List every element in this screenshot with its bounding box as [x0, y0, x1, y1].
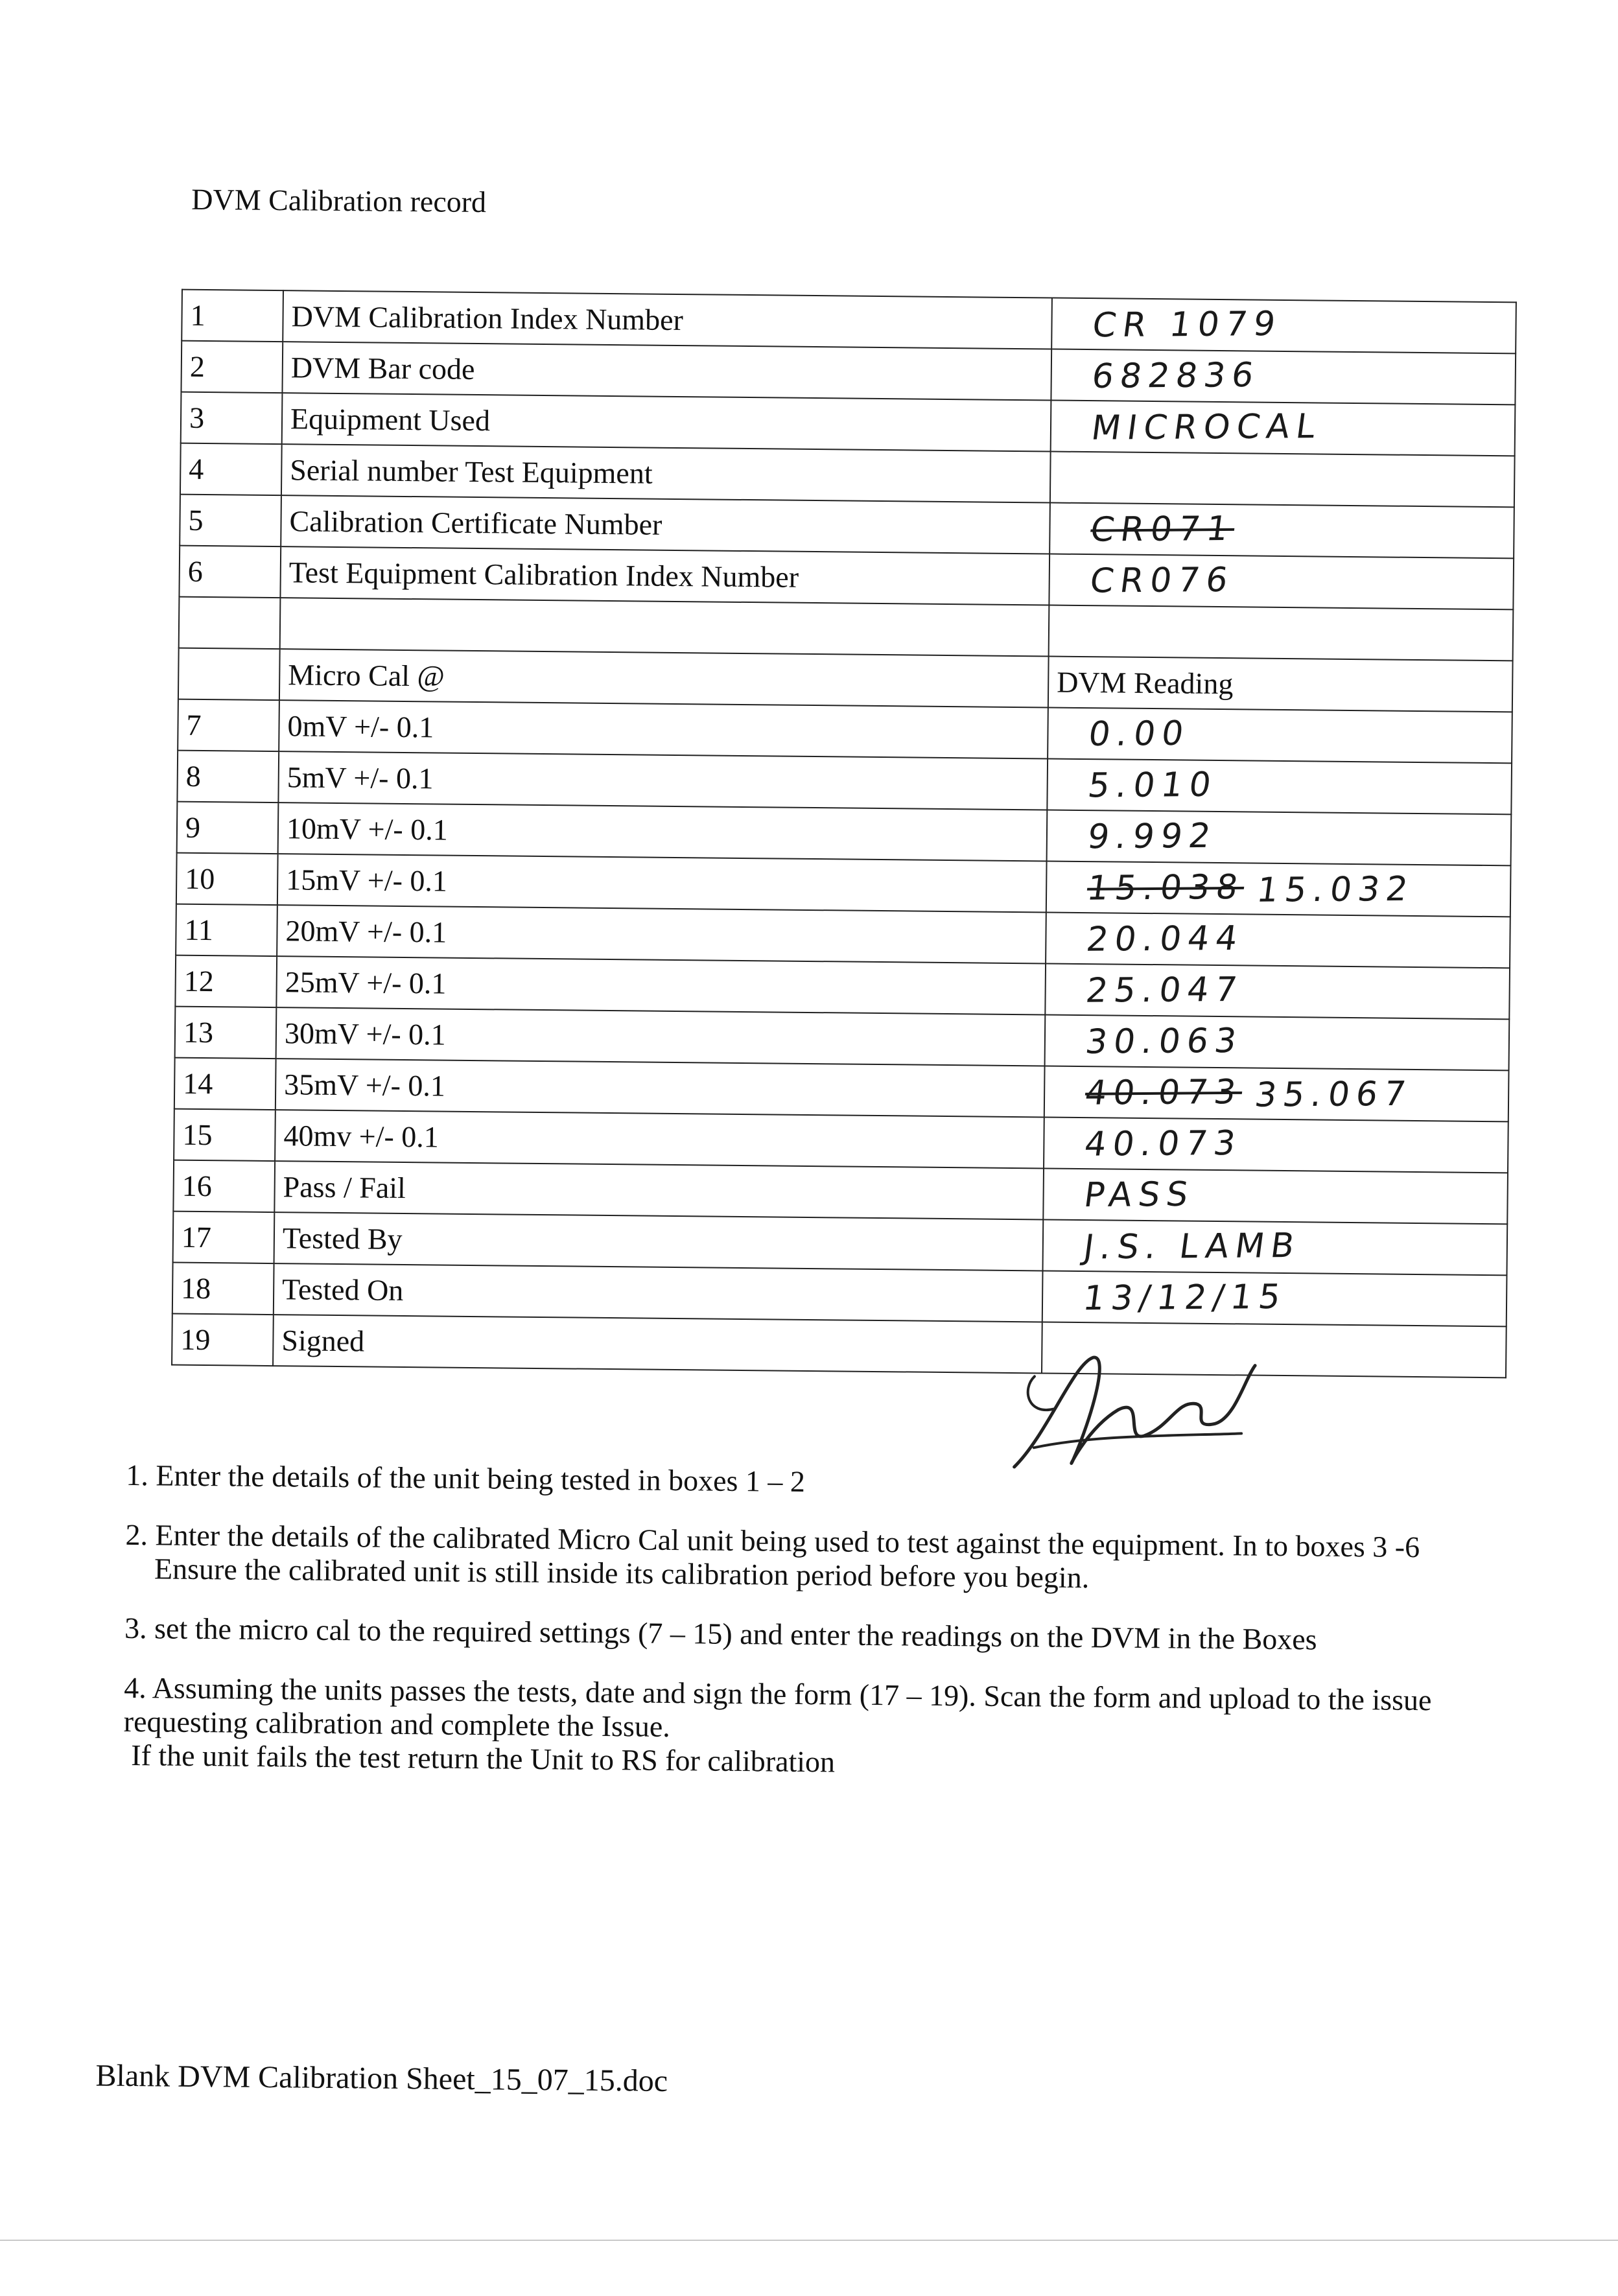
handwritten-entry: 682836 — [1057, 355, 1262, 395]
instruction-step-4-note: If the unit fails the test return the Unit to RS for calibration — [123, 1739, 1452, 1785]
instruction-step-3: 3. set the micro cal to the required settings (7 – 15) and enter the readings on the DVM in the Boxes — [124, 1611, 1453, 1658]
row-value — [1043, 1219, 1508, 1275]
handwritten-signature — [994, 1337, 1268, 1482]
row-value — [1043, 1168, 1508, 1224]
handwritten-entry: 5.010 — [1053, 765, 1220, 805]
handwritten-entry: CR 1079 — [1058, 304, 1284, 345]
row-description: 40mv +/- 0.1 — [275, 1110, 1044, 1168]
row-number: 18 — [172, 1263, 274, 1315]
row-description: 15mV +/- 0.1 — [277, 854, 1047, 912]
row-description: 5mV +/- 0.1 — [278, 751, 1048, 810]
handwritten-entry: 35.067 — [1252, 1074, 1414, 1114]
row-value — [1051, 349, 1516, 405]
row-number: 1 — [182, 290, 283, 342]
instruction-step-4-text: 4. Assuming the units passes the tests, date and sign the form (17 – 19). Scan the form and upload to the issue requesting calibration and complete the Issue. — [124, 1671, 1432, 1743]
row-value — [1045, 963, 1510, 1019]
row-value — [1050, 452, 1515, 508]
row-number: 10 — [176, 853, 278, 905]
page-title: DVM Calibration record — [191, 182, 486, 219]
handwritten-entry: 9.992 — [1053, 816, 1219, 856]
row-description: Equipment Used — [282, 393, 1051, 451]
row-value — [1042, 1271, 1507, 1326]
row-number: 19 — [172, 1314, 274, 1366]
row-number: 16 — [173, 1160, 275, 1212]
document-filename: Blank DVM Calibration Sheet_15_07_15.doc — [95, 2057, 668, 2098]
row-value — [1051, 298, 1516, 354]
handwritten-entry: PASS — [1049, 1175, 1197, 1215]
handwritten-entry: J.S. LAMB — [1049, 1226, 1303, 1267]
row-description: DVM Bar code — [282, 342, 1051, 400]
row-description: Tested On — [274, 1263, 1043, 1322]
row-description: 0mV +/- 0.1 — [279, 700, 1048, 758]
row-description: 10mV +/- 0.1 — [278, 802, 1048, 861]
row-number: 2 — [181, 341, 283, 393]
row-value — [1044, 1066, 1509, 1121]
row-number: 5 — [180, 495, 281, 546]
row-description: Serial number Test Equipment — [281, 444, 1051, 502]
row-description: Test Equipment Calibration Index Number — [280, 546, 1049, 605]
row-number: 11 — [176, 904, 277, 956]
struck-entry: CR071 — [1056, 509, 1237, 549]
row-number: 13 — [175, 1007, 277, 1059]
row-description: 30mV +/- 0.1 — [276, 1007, 1046, 1066]
row-value — [1049, 503, 1514, 559]
row-value — [1046, 861, 1511, 917]
instruction-step-4 — [123, 1671, 1453, 1785]
handwritten-entry: 30.063 — [1051, 1021, 1245, 1061]
handwritten-entry: 0.00 — [1053, 714, 1192, 754]
handwritten-entry: 20.044 — [1051, 919, 1246, 959]
row-description: Signed — [273, 1315, 1042, 1373]
row-number: 9 — [177, 802, 279, 854]
struck-entry: 15.038 — [1052, 867, 1247, 908]
scan-edge-line — [0, 2240, 1618, 2241]
row-value — [1047, 758, 1512, 814]
row-description: Micro Cal @ — [279, 649, 1049, 707]
handwritten-entry: 40.073 — [1049, 1123, 1244, 1164]
column-header: DVM Reading — [1057, 666, 1234, 701]
handwritten-entry: 13/12/15 — [1048, 1277, 1289, 1318]
row-description: Pass / Fail — [274, 1161, 1044, 1219]
instruction-step-2-note: Ensure the calibrated unit is still inside its calibration period before you begin. — [125, 1552, 1454, 1599]
row-number: 7 — [178, 699, 279, 751]
instructions — [123, 1458, 1455, 1811]
row-value — [1051, 401, 1516, 456]
row-value — [1045, 1014, 1510, 1070]
row-number: 15 — [174, 1109, 276, 1161]
row-description: Tested By — [274, 1212, 1044, 1271]
row-description: 20mV +/- 0.1 — [277, 905, 1046, 963]
row-number: 3 — [181, 392, 283, 444]
row-value — [1047, 810, 1512, 865]
row-value — [1048, 656, 1513, 712]
row-description: 25mV +/- 0.1 — [276, 956, 1046, 1014]
row-number — [178, 648, 280, 700]
instruction-step-1: 1. Enter the details of the unit being tested in boxes 1 – 2 — [126, 1458, 1455, 1505]
handwritten-entry: MICROCAL — [1057, 406, 1324, 447]
handwritten-entry: CR076 — [1055, 560, 1237, 600]
row-number — [179, 597, 281, 649]
row-value — [1049, 605, 1514, 661]
row-description — [280, 598, 1049, 656]
row-number: 8 — [177, 751, 279, 802]
handwritten-entry: 25.047 — [1051, 970, 1246, 1010]
instruction-step-2-text: 2. Enter the details of the calibrated Micro Cal unit being used to test against the equipment. In to boxes 3 -6 — [125, 1518, 1420, 1564]
instruction-step-2 — [125, 1518, 1455, 1599]
row-description: DVM Calibration Index Number — [283, 290, 1052, 349]
row-value — [1044, 1117, 1508, 1173]
row-number: 17 — [173, 1212, 275, 1263]
row-number: 12 — [175, 955, 277, 1007]
handwritten-entry: 15.032 — [1254, 869, 1416, 909]
row-description: 35mV +/- 0.1 — [276, 1059, 1045, 1117]
struck-entry: 40.073 — [1050, 1072, 1245, 1112]
row-value — [1049, 554, 1514, 610]
row-number: 14 — [174, 1058, 276, 1110]
row-value — [1048, 707, 1512, 763]
row-value — [1046, 912, 1510, 968]
row-description: Calibration Certificate Number — [281, 495, 1050, 554]
calibration-table — [171, 289, 1517, 1379]
row-number: 6 — [179, 546, 281, 598]
row-number: 4 — [180, 443, 282, 495]
